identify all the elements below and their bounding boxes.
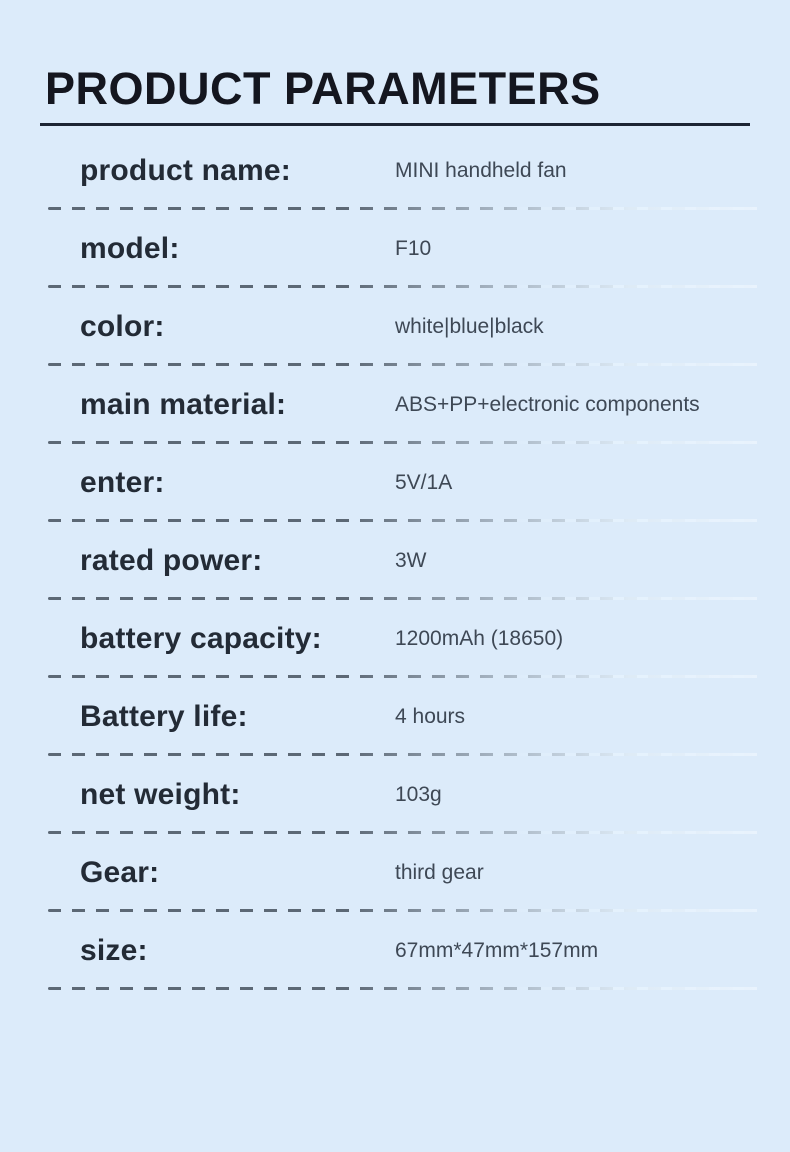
spec-row [0, 210, 790, 288]
spec-value: third gear [395, 861, 484, 884]
spec-label: battery capacity: [80, 622, 322, 655]
spec-row [0, 912, 790, 990]
spec-row [0, 756, 790, 834]
spec-row [0, 522, 790, 600]
spec-label: product name: [80, 154, 291, 187]
spec-row [0, 444, 790, 522]
spec-label: Gear: [80, 856, 160, 889]
spec-row [0, 366, 790, 444]
spec-row [0, 678, 790, 756]
spec-value: ABS+PP+electronic components [395, 393, 700, 416]
spec-label: main material: [80, 388, 287, 421]
spec-value: white|blue|black [395, 315, 544, 338]
spec-value: 3W [395, 549, 427, 572]
spec-label: rated power: [80, 544, 263, 577]
spec-row [0, 132, 790, 210]
spec-value: 103g [395, 783, 442, 806]
spec-label: enter: [80, 466, 165, 499]
spec-value: MINI handheld fan [395, 159, 567, 182]
spec-value: 67mm*47mm*157mm [395, 939, 599, 962]
spec-value: 4 hours [395, 705, 466, 728]
row-divider [48, 987, 757, 990]
spec-value: 1200mAh (18650) [395, 627, 564, 650]
spec-table [0, 126, 790, 990]
spec-label: Battery life: [80, 700, 248, 733]
product-parameters-page [0, 62, 790, 1152]
spec-label: color: [80, 310, 165, 343]
spec-row [0, 834, 790, 912]
spec-value: F10 [395, 237, 432, 260]
spec-row [0, 288, 790, 366]
spec-value: 5V/1A [395, 471, 453, 494]
spec-label: size: [80, 934, 148, 967]
spec-row [0, 600, 790, 678]
spec-label: net weight: [80, 778, 241, 811]
page-title: PRODUCT PARAMETERS [45, 63, 601, 114]
spec-label: model: [80, 232, 180, 265]
